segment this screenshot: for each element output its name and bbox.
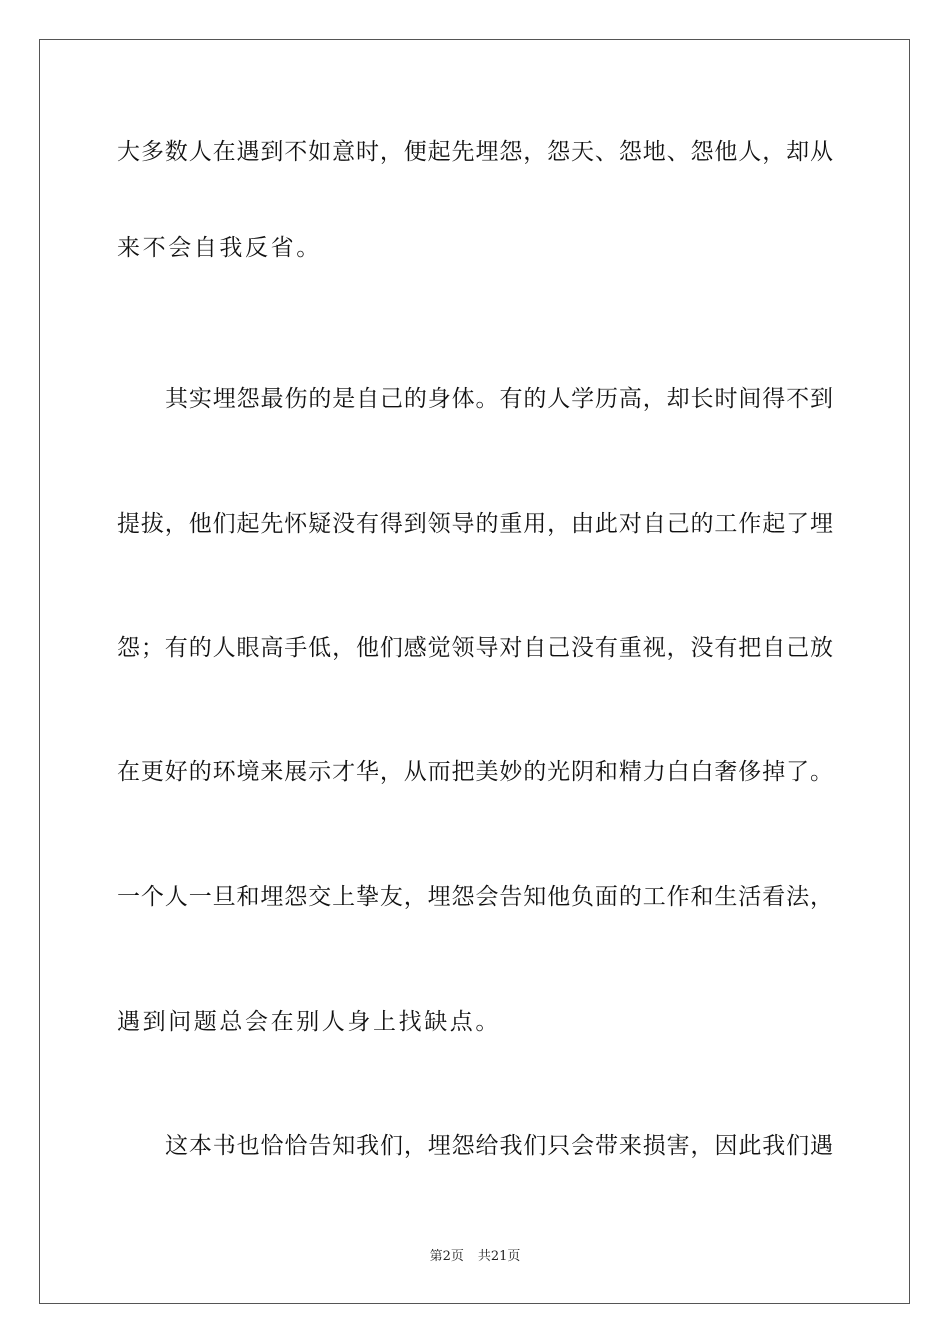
text-line-8: 遇到问题总会在别人身上找缺点。 (117, 1009, 501, 1035)
page-number: 第2页 (429, 1249, 464, 1264)
total-pages: 共21页 (477, 1249, 521, 1264)
text-line-3: 其实埋怨最伤的是自己的身体。有的人学历高，却长时间得不到 (165, 386, 833, 412)
text-line-7: 一个人一旦和埋怨交上挚友，埋怨会告知他负面的工作和生活看法， (117, 884, 833, 910)
text-line-9: 这本书也恰恰告知我们，埋怨给我们只会带来损害，因此我们遇 (165, 1133, 833, 1159)
text-line-2: 来不会自我反省。 (117, 235, 322, 261)
page-footer (0, 1248, 950, 1266)
text-line-6: 在更好的环境来展示才华，从而把美妙的光阴和精力白白奢侈掉了。 (117, 759, 833, 785)
text-line-1: 大多数人在遇到不如意时，便起先埋怨，怨天、怨地、怨他人，却从 (117, 139, 833, 165)
text-line-5: 怨；有的人眼高手低，他们感觉领导对自己没有重视，没有把自己放 (117, 635, 833, 661)
page-border (39, 39, 910, 1304)
text-line-4: 提拔，他们起先怀疑没有得到领导的重用，由此对自己的工作起了埋 (117, 511, 833, 537)
